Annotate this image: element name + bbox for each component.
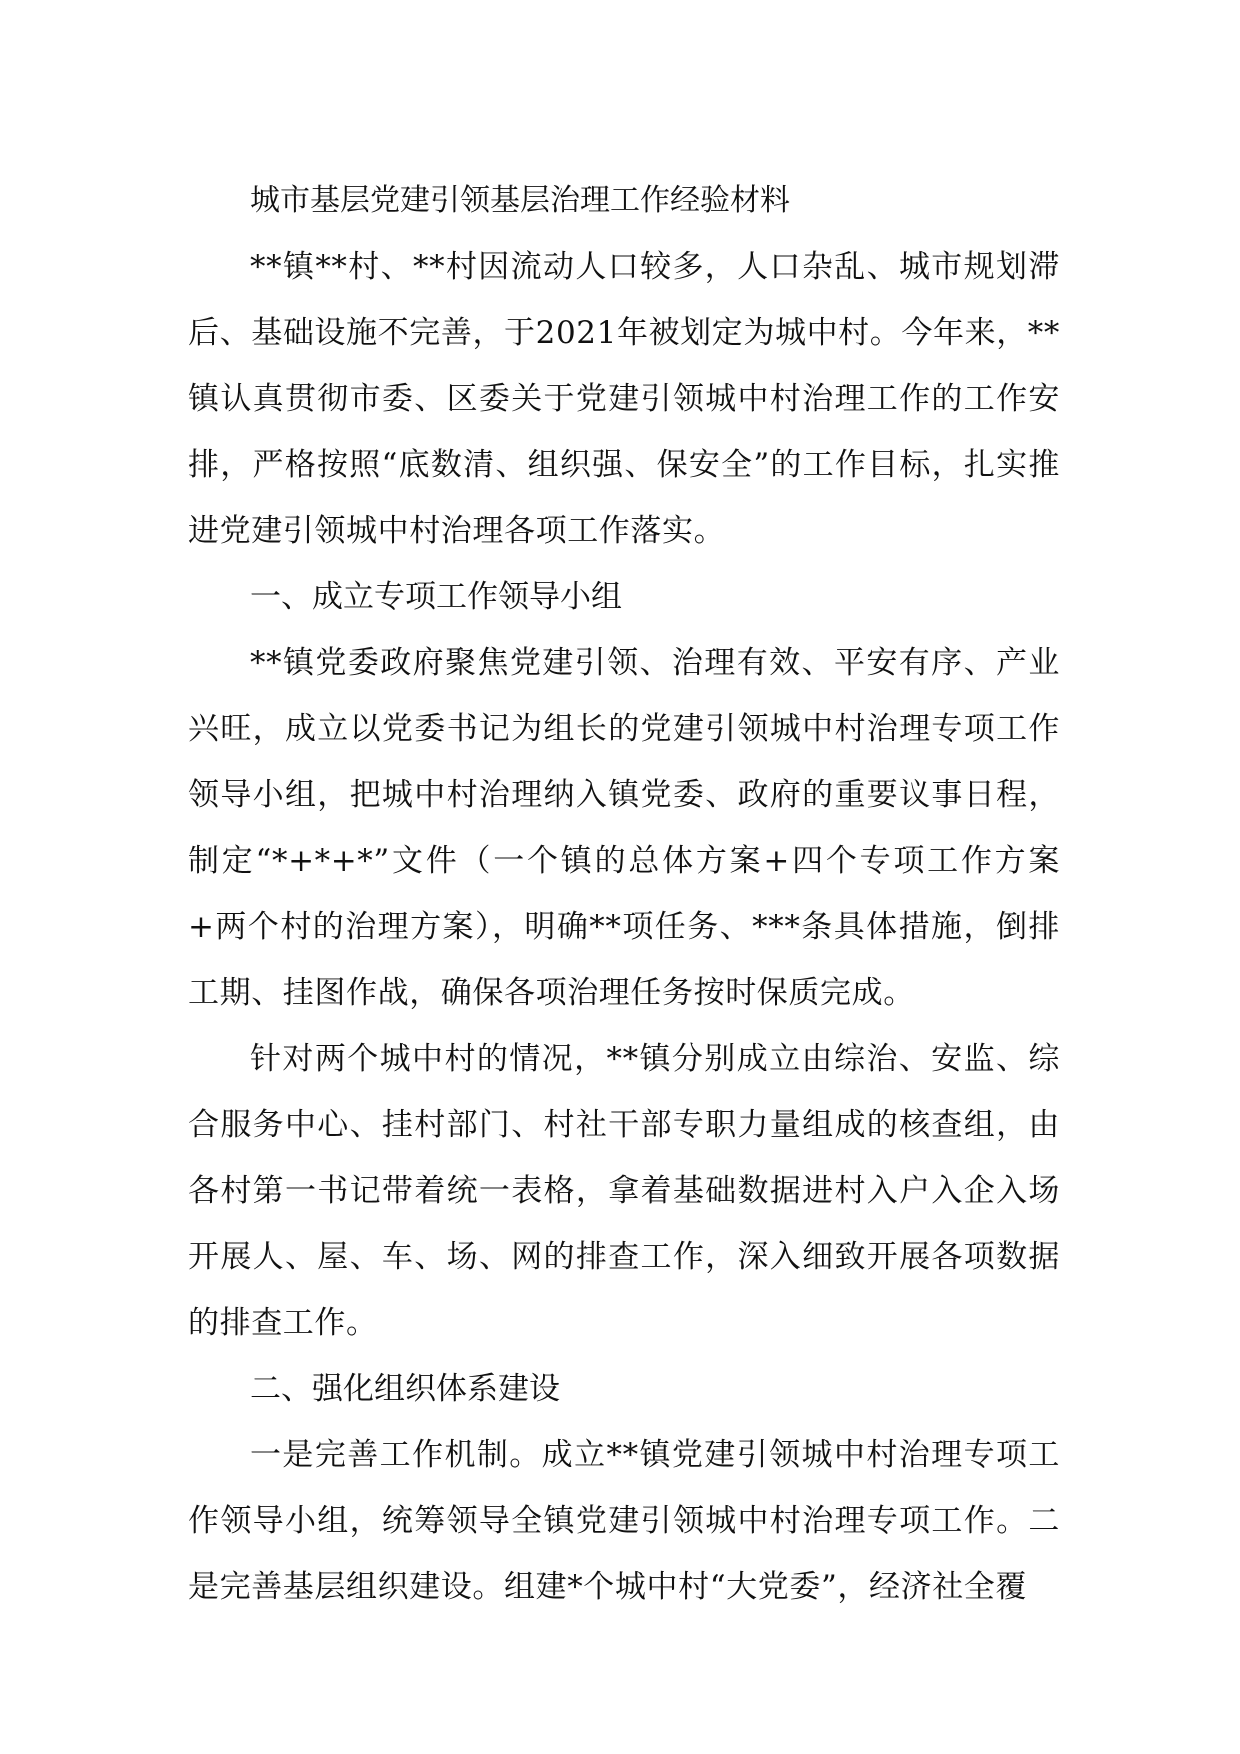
document-title: 城市基层党建引领基层治理工作经验材料	[250, 183, 790, 218]
section-heading-2: 二、强化组织体系建设	[250, 1371, 560, 1407]
intro-paragraph: **镇**村、**村因流动人口较多，人口杂乱、城市规划滞后、基础设施不完善，于2021年被划定为城中村。今年来，**镇认真贯彻市委、区委关于党建引领城中村治理工作的工作安排，严格按照“底数清、组织强、保安全”的工作目标，扎实推进党建引领城中村治理各项工作落实。	[188, 249, 1060, 549]
section-1-paragraph-2: 针对两个城中村的情况，**镇分别成立由综治、安监、综合服务中心、挂村部门、村社干部专职力量组成的核查组，由各村第一书记带着统一表格，拿着基础数据进村入户入企入场开展人、屋、车、场、网的排查工作，深入细致开展各项数据的排查工作。	[188, 1041, 1060, 1341]
section-1-paragraph-1: **镇党委政府聚焦党建引领、治理有效、平安有序、产业兴旺，成立以党委书记为组长的党建引领城中村治理专项工作领导小组，把城中村治理纳入镇党委、政府的重要议事日程，制定“*+*+*”文件（一个镇的总体方案+四个专项工作方案+两个村的治理方案），明确**项任务、***条具体措施，倒排工期、挂图作战，确保各项治理任务按时保质完成。	[188, 645, 1060, 1011]
document-body	[188, 168, 1060, 1620]
section-2-paragraph-1: 一是完善工作机制。成立**镇党建引领城中村治理专项工作领导小组，统筹领导全镇党建引领城中村治理专项工作。二是完善基层组织建设。组建*个城中村“大党委”，经济社全覆	[188, 1437, 1060, 1605]
section-heading-1: 一、成立专项工作领导小组	[250, 579, 622, 615]
